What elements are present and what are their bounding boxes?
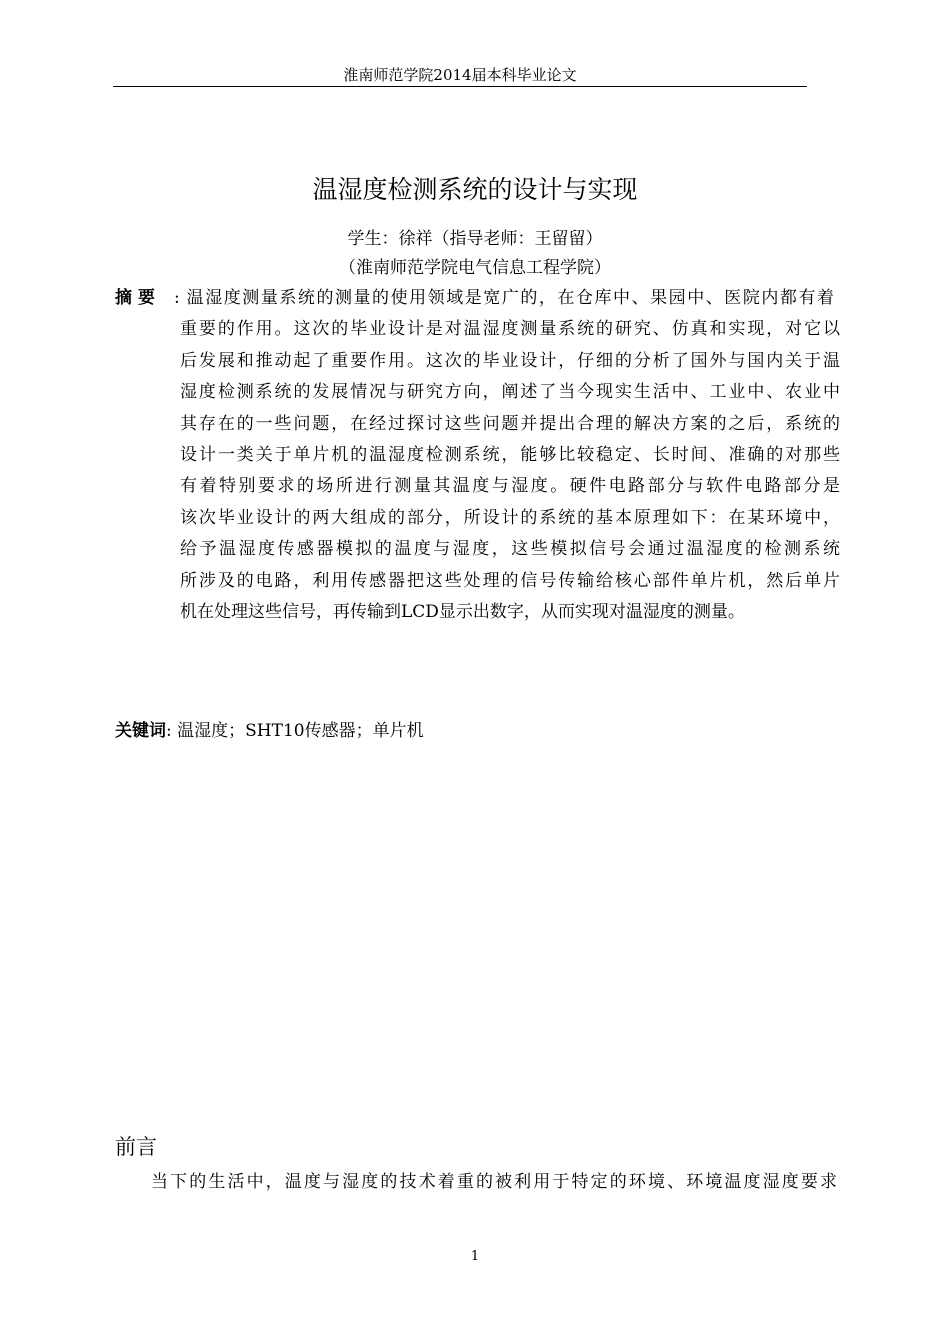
header-divider: [113, 86, 807, 87]
abstract-line: 后发展和推动起了重要作用。这次的毕业设计，仔细的分析了国外与国内关于温: [180, 350, 840, 371]
abstract-line: 湿度检测系统的发展情况与研究方向，阐述了当今现实生活中、工业中、农业中: [180, 382, 840, 403]
preface-first-line: 当下的生活中，温度与湿度的技术着重的被利用于特定的环境、环境温度湿度要求: [151, 1172, 837, 1192]
abstract-line: 所涉及的电路，利用传感器把这些处理的信号传输给核心部件单片机，然后单片: [180, 570, 840, 591]
keywords-text: : 温湿度；SHT10传感器；单片机: [166, 721, 424, 741]
abstract-line: 机在处理这些信号，再传输到LCD显示出数字，从而实现对温湿度的测量。: [180, 601, 745, 622]
abstract-line: 设计一类关于单片机的温湿度检测系统，能够比较稳定、长时间、准确的对那些: [180, 444, 840, 465]
running-header: 淮南师范学院2014届本科毕业论文: [343, 66, 577, 84]
keywords-label: 关键词: [115, 721, 166, 741]
section-heading-preface: 前言: [115, 1135, 157, 1159]
author-line: 学生：徐祥（指导老师：王留留）: [347, 229, 603, 249]
abstract-label: 摘 要: [115, 288, 155, 308]
affiliation: （淮南师范学院电气信息工程学院）: [339, 258, 611, 278]
abstract-line: 有着特别要求的场所进行测量其温度与湿度。硬件电路部分与软件电路部分是: [180, 476, 840, 497]
paper-title: 温湿度检测系统的设计与实现: [312, 175, 638, 204]
abstract-line: 重要的作用。这次的毕业设计是对温湿度测量系统的研究、仿真和实现，对它以: [180, 319, 840, 340]
keywords: [115, 719, 424, 743]
abstract-line: 该次毕业设计的两大组成的部分，所设计的系统的基本原理如下：在某环境中，: [180, 507, 840, 528]
page-number: 1: [470, 1249, 480, 1264]
abstract-line: : 温湿度测量系统的测量的使用领域是宽广的，在仓库中、果园中、医院内都有着: [174, 288, 834, 308]
abstract-body: [174, 286, 840, 631]
abstract-line: 其存在的一些问题，在经过探讨这些问题并提出合理的解决方案的之后，系统的: [180, 413, 840, 434]
abstract-line: 给予温湿度传感器模拟的温度与湿度，这些模拟信号会通过温湿度的检测系统: [180, 539, 840, 560]
